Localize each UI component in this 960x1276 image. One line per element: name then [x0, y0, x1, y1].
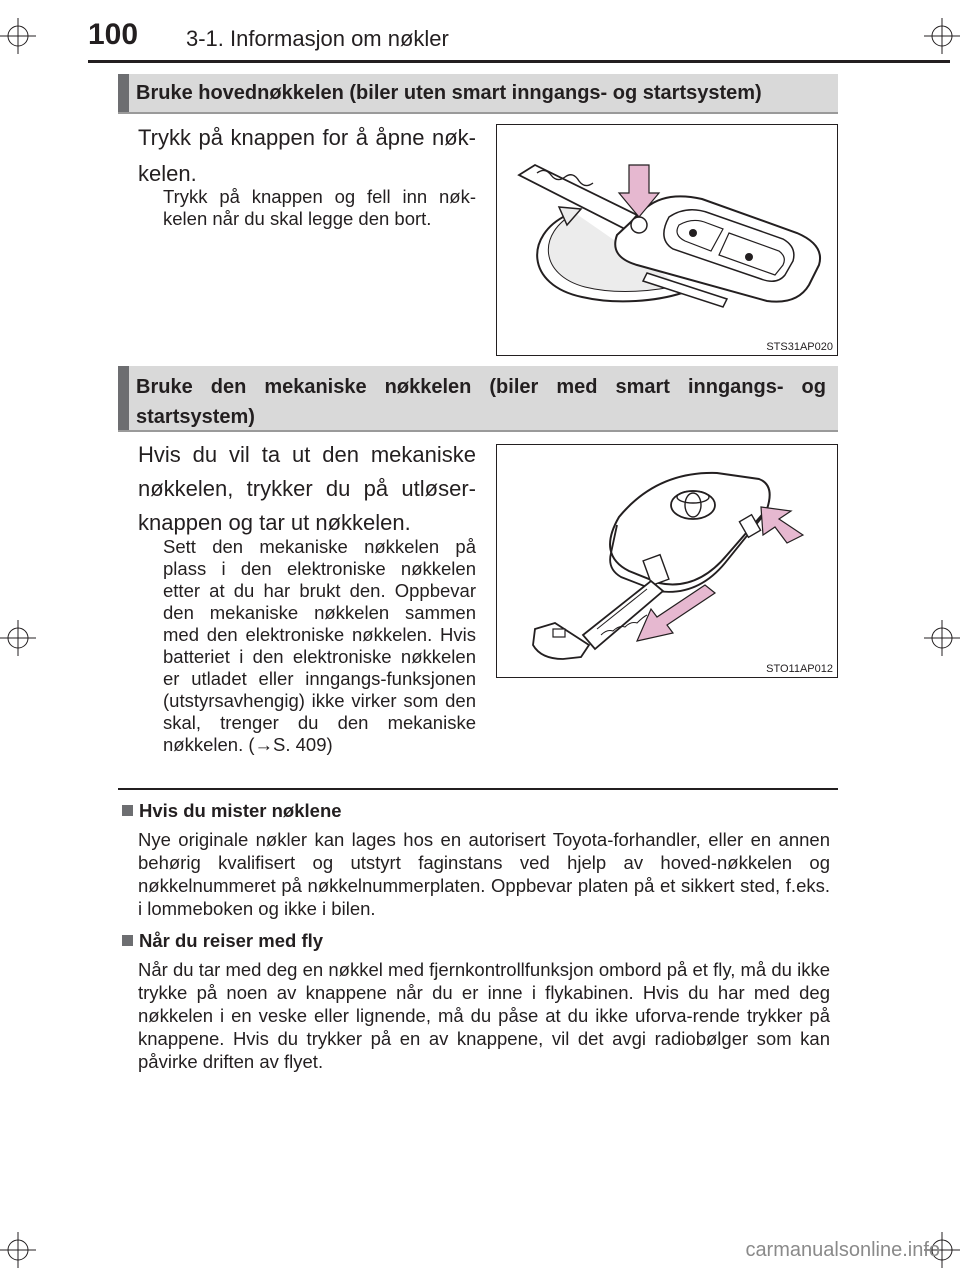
note-heading-text: Når du reiser med fly [139, 930, 324, 951]
banner-text: Bruke hovednøkkelen (biler uten smart inngangs- og startsystem) [136, 82, 762, 104]
registration-mark [0, 620, 36, 656]
instruction-text: Trykk på knappen for å åpne nøk-kelen. [138, 125, 476, 186]
note-text: Nye originale nøkler kan lages hos en autorisert Toyota-forhandler, eller en annen behørig kvalifisert og utstyrt faginstans ved hjelp av hoved-nøkkelen og nøkkelnummeret på nøkkelnummerplaten. Oppbevar platen på et sikkert sted, f.eks. i lommeboken og ikke i bilen. [138, 829, 830, 919]
note-heading [122, 800, 342, 822]
figure-code: STS31AP020 [766, 341, 833, 353]
instruction-subtext: Trykk på knappen og fell inn nøk-kelen når du skal legge den bort. [163, 186, 476, 229]
square-bullet-icon [122, 935, 133, 946]
section-banner [118, 74, 838, 114]
registration-mark [0, 1232, 36, 1268]
note-heading [122, 930, 323, 952]
note-text: Når du tar med deg en nøkkel med fjernkontrollfunksjon ombord på et fly, må du ikke trykke på noen av knappene når du er inne i flykabinen. Hvis du har med deg nøkkelen i en veske eller lignende, må du påse at du ikke uforva-rende trykker på knappene. Hvis du trykker på en av knappene, vil det avgi radiobølger som kan påvirke driften av flyet. [138, 959, 830, 1072]
figure-code: STO11AP012 [766, 663, 833, 675]
mechanical-key-illustration [497, 445, 837, 677]
figure-key-fold [496, 124, 838, 356]
registration-mark [0, 18, 36, 54]
figure-mechanical-key [496, 444, 838, 678]
note-heading-text: Hvis du mister nøklene [139, 800, 342, 821]
folding-key-illustration [497, 125, 837, 355]
banner-bar [118, 366, 129, 430]
registration-mark [924, 18, 960, 54]
page-number: 100 [88, 18, 139, 51]
instruction-text: Hvis du vil ta ut den mekaniske nøkkelen, trykker du på utløser-knappen og tar ut nøkkelen. [138, 442, 476, 535]
section-divider [118, 788, 838, 790]
banner-bar [118, 74, 129, 112]
square-bullet-icon [122, 805, 133, 816]
header-rule [88, 60, 950, 63]
banner-text: Bruke den mekaniske nøkkelen (biler med smart inngangs- og startsystem) [136, 376, 826, 428]
instruction-subtext: Sett den mekaniske nøkkelen på plass i den elektroniske nøkkelen etter at du har brukt den. Oppbevar den mekaniske nøkkelen sammen med den elektroniske nøkkelen. Hvis batteriet i den elektroniske nøkkelen er utladet eller inngangs-funksjonen (utstyrsavhengig) ikke virker som den skal, trenger du den mekaniske nøkkelen. (→S. 409) [163, 536, 476, 755]
section-banner [118, 366, 838, 432]
watermark: carmanualsonline.info [745, 1239, 940, 1261]
registration-mark [924, 620, 960, 656]
section-title: 3-1. Informasjon om nøkler [186, 26, 449, 51]
